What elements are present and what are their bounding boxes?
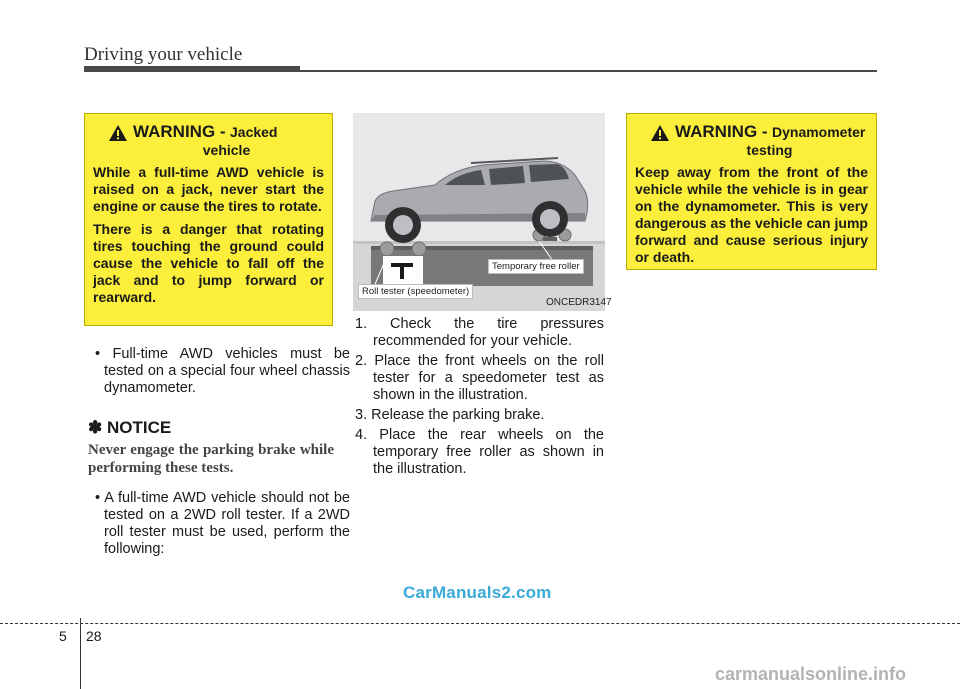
footer-dashed-rule xyxy=(0,623,960,624)
step-item: 2. Place the front wheels on the roll tester for a speedometer test as shown in the illustration. xyxy=(355,353,604,403)
warning-label: WARNING - xyxy=(133,122,226,141)
watermark-top: CarManuals2.com xyxy=(403,583,552,602)
bullet-awd-dynamometer: • Full-time AWD vehicles must be tested on a special four wheel chassis dynamometer. xyxy=(95,346,350,396)
bullet-2wd-roll-tester: • A full-time AWD vehicle should not be tested on a 2WD roll tester. If a 2WD roll tester must be used, perform the following: xyxy=(95,490,350,557)
warning-box-jacked-vehicle xyxy=(84,113,333,326)
watermark-bottom: carmanualsonline.info xyxy=(715,664,907,684)
warning-subtitle: Jacked xyxy=(230,124,278,140)
warning-heading xyxy=(635,122,868,142)
section-number: 5 xyxy=(59,628,67,644)
dynamometer-illustration xyxy=(353,113,612,311)
notice-title: ✽ NOTICE xyxy=(88,418,172,437)
warning-subtitle-line2: testing xyxy=(746,142,793,158)
step-item: 3. Release the parking brake. xyxy=(355,407,545,423)
header-rule-thin xyxy=(300,70,877,72)
footer-divider xyxy=(80,618,81,689)
warning-label: WARNING - xyxy=(675,122,768,141)
step-item: 1. Check the tire pressures recommended for your vehicle. xyxy=(355,316,604,349)
warning-triangle-icon xyxy=(651,125,669,141)
step-item: 4. Place the rear wheels on the temporary free roller as shown in the illustration. xyxy=(355,427,604,477)
warning-box-dynamometer-testing xyxy=(626,113,877,270)
warning-text-1: Keep away from the front of the vehicle while the vehicle is in gear on the dynamometer. This is very dangerous as the vehicle can jump forward and cause serious injury or death. xyxy=(635,164,868,265)
page-number: 28 xyxy=(86,628,102,644)
callout-temporary-free-roller: Temporary free roller xyxy=(488,259,584,274)
callout-roll-tester: Roll tester (speedometer) xyxy=(358,284,473,299)
steps-list xyxy=(355,316,604,481)
illustration-code: ONCEDR3147 xyxy=(546,297,612,308)
warning-triangle-icon xyxy=(109,125,127,141)
header-rule-thick xyxy=(84,66,300,72)
warning-text-2: There is a danger that rotating tires touching the ground could cause the vehicle to fall off the jack and to jump forward or rearward. xyxy=(93,221,324,305)
warning-subtitle: Dynamometer xyxy=(772,124,866,140)
page-header-title: Driving your vehicle xyxy=(84,44,243,65)
notice-text: Never engage the parking brake while performing these tests. xyxy=(88,442,334,476)
warning-heading xyxy=(93,122,324,142)
warning-text-1: While a full-time AWD vehicle is raised on a jack, never start the engine or cause the tires to rotate. xyxy=(93,164,324,214)
suv-on-roller-drawing xyxy=(353,113,605,311)
warning-subtitle-line2: vehicle xyxy=(202,142,251,158)
